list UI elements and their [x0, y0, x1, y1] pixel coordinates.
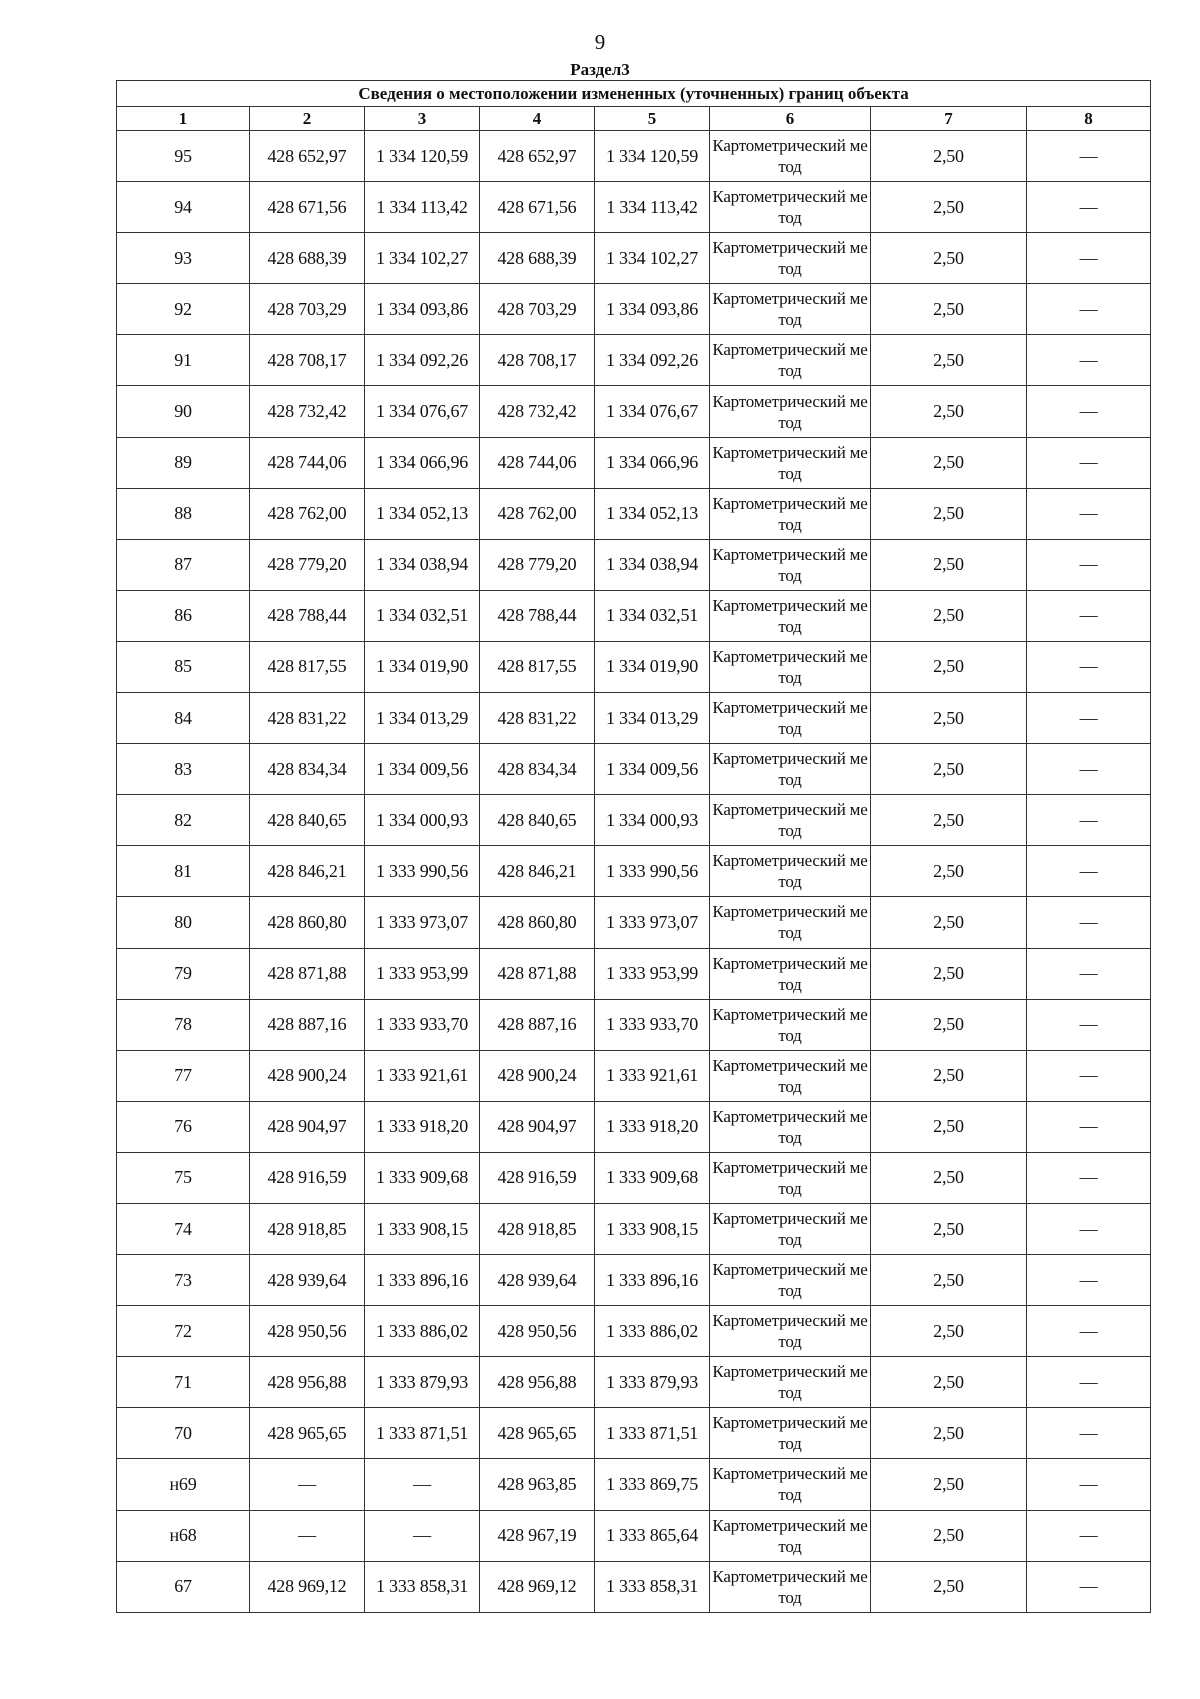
note-cell: — [1027, 744, 1151, 795]
table-row [117, 233, 1151, 284]
new-x-cell: 428 703,29 [480, 284, 595, 335]
old-x-cell: 428 688,39 [250, 233, 365, 284]
table-row [117, 182, 1151, 233]
method-cell: Картометрический метод [710, 284, 871, 335]
old-y-cell: 1 334 032,51 [365, 590, 480, 641]
method-cell: Картометрический метод [710, 641, 871, 692]
table-row [117, 1408, 1151, 1459]
note-cell: — [1027, 284, 1151, 335]
new-y-cell: 1 333 908,15 [595, 1203, 710, 1254]
table-row [117, 1050, 1151, 1101]
method-cell: Картометрический метод [710, 1510, 871, 1561]
new-y-cell: 1 333 921,61 [595, 1050, 710, 1101]
old-y-cell: 1 334 052,13 [365, 488, 480, 539]
new-y-cell: 1 333 886,02 [595, 1306, 710, 1357]
new-x-cell: 428 918,85 [480, 1203, 595, 1254]
old-x-cell: 428 779,20 [250, 539, 365, 590]
table-row [117, 948, 1151, 999]
note-cell: — [1027, 641, 1151, 692]
method-cell: Картометрический метод [710, 437, 871, 488]
new-y-cell: 1 334 019,90 [595, 641, 710, 692]
point-id-cell: 80 [117, 897, 250, 948]
method-cell: Картометрический метод [710, 488, 871, 539]
new-x-cell: 428 732,42 [480, 386, 595, 437]
note-cell: — [1027, 1152, 1151, 1203]
table-row [117, 284, 1151, 335]
point-id-cell: 84 [117, 693, 250, 744]
point-id-cell: 74 [117, 1203, 250, 1254]
old-x-cell: 428 834,34 [250, 744, 365, 795]
column-number: 5 [595, 107, 710, 131]
new-x-cell: 428 871,88 [480, 948, 595, 999]
table-row [117, 1510, 1151, 1561]
table-row [117, 1561, 1151, 1612]
accuracy-cell: 2,50 [871, 182, 1027, 233]
method-cell: Картометрический метод [710, 948, 871, 999]
old-y-cell: — [365, 1510, 480, 1561]
column-number-row [117, 107, 1151, 131]
old-x-cell: 428 916,59 [250, 1152, 365, 1203]
note-cell: — [1027, 590, 1151, 641]
new-y-cell: 1 333 896,16 [595, 1255, 710, 1306]
new-y-cell: 1 333 933,70 [595, 999, 710, 1050]
column-number: 1 [117, 107, 250, 131]
accuracy-cell: 2,50 [871, 795, 1027, 846]
accuracy-cell: 2,50 [871, 1459, 1027, 1510]
new-y-cell: 1 334 009,56 [595, 744, 710, 795]
new-x-cell: 428 904,97 [480, 1101, 595, 1152]
table-row [117, 744, 1151, 795]
point-id-cell: 81 [117, 846, 250, 897]
point-id-cell: 67 [117, 1561, 250, 1612]
old-y-cell: 1 333 908,15 [365, 1203, 480, 1254]
table-row [117, 693, 1151, 744]
new-y-cell: 1 333 871,51 [595, 1408, 710, 1459]
table-row [117, 1152, 1151, 1203]
accuracy-cell: 2,50 [871, 233, 1027, 284]
table-row [117, 1459, 1151, 1510]
table-row [117, 641, 1151, 692]
note-cell: — [1027, 795, 1151, 846]
accuracy-cell: 2,50 [871, 386, 1027, 437]
old-y-cell: 1 333 933,70 [365, 999, 480, 1050]
new-x-cell: 428 963,85 [480, 1459, 595, 1510]
new-x-cell: 428 965,65 [480, 1408, 595, 1459]
accuracy-cell: 2,50 [871, 1152, 1027, 1203]
point-id-cell: 75 [117, 1152, 250, 1203]
table-row [117, 386, 1151, 437]
table-row [117, 1203, 1151, 1254]
new-x-cell: 428 762,00 [480, 488, 595, 539]
new-y-cell: 1 334 052,13 [595, 488, 710, 539]
new-x-cell: 428 688,39 [480, 233, 595, 284]
note-cell: — [1027, 1561, 1151, 1612]
new-x-cell: 428 671,56 [480, 182, 595, 233]
method-cell: Картометрический метод [710, 693, 871, 744]
accuracy-cell: 2,50 [871, 1050, 1027, 1101]
column-number: 7 [871, 107, 1027, 131]
accuracy-cell: 2,50 [871, 846, 1027, 897]
old-y-cell: 1 333 879,93 [365, 1357, 480, 1408]
accuracy-cell: 2,50 [871, 335, 1027, 386]
method-cell: Картометрический метод [710, 1050, 871, 1101]
old-x-cell: 428 840,65 [250, 795, 365, 846]
new-x-cell: 428 950,56 [480, 1306, 595, 1357]
point-id-cell: 92 [117, 284, 250, 335]
new-x-cell: 428 831,22 [480, 693, 595, 744]
new-x-cell: 428 817,55 [480, 641, 595, 692]
old-x-cell: 428 846,21 [250, 846, 365, 897]
old-y-cell: 1 334 013,29 [365, 693, 480, 744]
note-cell: — [1027, 1510, 1151, 1561]
table-row [117, 437, 1151, 488]
old-x-cell: 428 969,12 [250, 1561, 365, 1612]
new-x-cell: 428 860,80 [480, 897, 595, 948]
table-row [117, 488, 1151, 539]
old-x-cell: — [250, 1459, 365, 1510]
old-y-cell: 1 334 102,27 [365, 233, 480, 284]
new-x-cell: 428 887,16 [480, 999, 595, 1050]
point-id-cell: 73 [117, 1255, 250, 1306]
accuracy-cell: 2,50 [871, 1357, 1027, 1408]
old-y-cell: 1 333 871,51 [365, 1408, 480, 1459]
point-id-cell: н68 [117, 1510, 250, 1561]
new-y-cell: 1 333 909,68 [595, 1152, 710, 1203]
accuracy-cell: 2,50 [871, 437, 1027, 488]
method-cell: Картометрический метод [710, 1203, 871, 1254]
note-cell: — [1027, 1101, 1151, 1152]
new-x-cell: 428 967,19 [480, 1510, 595, 1561]
old-x-cell: 428 956,88 [250, 1357, 365, 1408]
column-number: 2 [250, 107, 365, 131]
old-x-cell: 428 939,64 [250, 1255, 365, 1306]
new-y-cell: 1 334 093,86 [595, 284, 710, 335]
new-y-cell: 1 334 092,26 [595, 335, 710, 386]
column-number: 6 [710, 107, 871, 131]
table-row [117, 335, 1151, 386]
old-x-cell: — [250, 1510, 365, 1561]
accuracy-cell: 2,50 [871, 1255, 1027, 1306]
new-y-cell: 1 333 918,20 [595, 1101, 710, 1152]
point-id-cell: 85 [117, 641, 250, 692]
old-y-cell: 1 334 076,67 [365, 386, 480, 437]
method-cell: Картометрический метод [710, 1408, 871, 1459]
method-cell: Картометрический метод [710, 539, 871, 590]
old-x-cell: 428 732,42 [250, 386, 365, 437]
table-row [117, 539, 1151, 590]
old-x-cell: 428 900,24 [250, 1050, 365, 1101]
point-id-cell: 83 [117, 744, 250, 795]
accuracy-cell: 2,50 [871, 999, 1027, 1050]
new-y-cell: 1 334 000,93 [595, 795, 710, 846]
method-cell: Картометрический метод [710, 795, 871, 846]
table-row [117, 1101, 1151, 1152]
old-x-cell: 428 831,22 [250, 693, 365, 744]
table-row [117, 1306, 1151, 1357]
accuracy-cell: 2,50 [871, 1510, 1027, 1561]
new-y-cell: 1 333 865,64 [595, 1510, 710, 1561]
table-row [117, 590, 1151, 641]
new-y-cell: 1 334 013,29 [595, 693, 710, 744]
table-row [117, 846, 1151, 897]
note-cell: — [1027, 897, 1151, 948]
new-y-cell: 1 333 879,93 [595, 1357, 710, 1408]
note-cell: — [1027, 1203, 1151, 1254]
note-cell: — [1027, 437, 1151, 488]
note-cell: — [1027, 1255, 1151, 1306]
new-x-cell: 428 916,59 [480, 1152, 595, 1203]
accuracy-cell: 2,50 [871, 539, 1027, 590]
old-y-cell: 1 333 990,56 [365, 846, 480, 897]
old-y-cell: 1 333 973,07 [365, 897, 480, 948]
old-x-cell: 428 762,00 [250, 488, 365, 539]
old-x-cell: 428 703,29 [250, 284, 365, 335]
old-y-cell: 1 334 066,96 [365, 437, 480, 488]
table-row [117, 897, 1151, 948]
note-cell: — [1027, 233, 1151, 284]
accuracy-cell: 2,50 [871, 744, 1027, 795]
old-y-cell: 1 333 886,02 [365, 1306, 480, 1357]
old-x-cell: 428 950,56 [250, 1306, 365, 1357]
accuracy-cell: 2,50 [871, 693, 1027, 744]
table-row [117, 131, 1151, 182]
note-cell: — [1027, 131, 1151, 182]
method-cell: Картометрический метод [710, 335, 871, 386]
new-x-cell: 428 900,24 [480, 1050, 595, 1101]
new-x-cell: 428 969,12 [480, 1561, 595, 1612]
old-x-cell: 428 817,55 [250, 641, 365, 692]
boundary-coordinates-table [116, 80, 1151, 1613]
point-id-cell: 79 [117, 948, 250, 999]
old-y-cell: 1 334 009,56 [365, 744, 480, 795]
accuracy-cell: 2,50 [871, 1203, 1027, 1254]
table-row [117, 1255, 1151, 1306]
old-y-cell: 1 334 113,42 [365, 182, 480, 233]
new-y-cell: 1 334 038,94 [595, 539, 710, 590]
point-id-cell: 86 [117, 590, 250, 641]
point-id-cell: 82 [117, 795, 250, 846]
note-cell: — [1027, 539, 1151, 590]
new-y-cell: 1 333 858,31 [595, 1561, 710, 1612]
new-x-cell: 428 939,64 [480, 1255, 595, 1306]
point-id-cell: 78 [117, 999, 250, 1050]
note-cell: — [1027, 999, 1151, 1050]
note-cell: — [1027, 846, 1151, 897]
old-y-cell: 1 334 120,59 [365, 131, 480, 182]
new-y-cell: 1 334 102,27 [595, 233, 710, 284]
note-cell: — [1027, 1050, 1151, 1101]
point-id-cell: 90 [117, 386, 250, 437]
new-x-cell: 428 652,97 [480, 131, 595, 182]
method-cell: Картометрический метод [710, 386, 871, 437]
old-x-cell: 428 860,80 [250, 897, 365, 948]
method-cell: Картометрический метод [710, 897, 871, 948]
new-y-cell: 1 334 120,59 [595, 131, 710, 182]
accuracy-cell: 2,50 [871, 1101, 1027, 1152]
point-id-cell: 95 [117, 131, 250, 182]
new-x-cell: 428 846,21 [480, 846, 595, 897]
note-cell: — [1027, 948, 1151, 999]
old-y-cell: 1 334 093,86 [365, 284, 480, 335]
new-x-cell: 428 779,20 [480, 539, 595, 590]
old-x-cell: 428 904,97 [250, 1101, 365, 1152]
old-x-cell: 428 708,17 [250, 335, 365, 386]
old-y-cell: 1 333 896,16 [365, 1255, 480, 1306]
new-y-cell: 1 333 953,99 [595, 948, 710, 999]
column-number: 3 [365, 107, 480, 131]
new-x-cell: 428 708,17 [480, 335, 595, 386]
method-cell: Картометрический метод [710, 744, 871, 795]
old-x-cell: 428 744,06 [250, 437, 365, 488]
accuracy-cell: 2,50 [871, 488, 1027, 539]
old-x-cell: 428 671,56 [250, 182, 365, 233]
note-cell: — [1027, 1459, 1151, 1510]
method-cell: Картометрический метод [710, 1357, 871, 1408]
method-cell: Картометрический метод [710, 999, 871, 1050]
new-x-cell: 428 788,44 [480, 590, 595, 641]
accuracy-cell: 2,50 [871, 131, 1027, 182]
new-y-cell: 1 333 869,75 [595, 1459, 710, 1510]
old-y-cell: 1 333 918,20 [365, 1101, 480, 1152]
method-cell: Картометрический метод [710, 131, 871, 182]
method-cell: Картометрический метод [710, 1561, 871, 1612]
note-cell: — [1027, 1357, 1151, 1408]
accuracy-cell: 2,50 [871, 1306, 1027, 1357]
old-x-cell: 428 918,85 [250, 1203, 365, 1254]
new-y-cell: 1 333 990,56 [595, 846, 710, 897]
new-x-cell: 428 744,06 [480, 437, 595, 488]
new-y-cell: 1 333 973,07 [595, 897, 710, 948]
accuracy-cell: 2,50 [871, 897, 1027, 948]
table-caption: Сведения о местоположении измененных (уточненных) границ объекта [117, 81, 1151, 107]
note-cell: — [1027, 386, 1151, 437]
old-y-cell: 1 334 092,26 [365, 335, 480, 386]
accuracy-cell: 2,50 [871, 590, 1027, 641]
column-number: 8 [1027, 107, 1151, 131]
old-y-cell: — [365, 1459, 480, 1510]
method-cell: Картометрический метод [710, 182, 871, 233]
point-id-cell: 91 [117, 335, 250, 386]
new-y-cell: 1 334 113,42 [595, 182, 710, 233]
old-x-cell: 428 965,65 [250, 1408, 365, 1459]
new-x-cell: 428 956,88 [480, 1357, 595, 1408]
method-cell: Картометрический метод [710, 1101, 871, 1152]
new-y-cell: 1 334 066,96 [595, 437, 710, 488]
column-number: 4 [480, 107, 595, 131]
old-y-cell: 1 333 921,61 [365, 1050, 480, 1101]
point-id-cell: 71 [117, 1357, 250, 1408]
note-cell: — [1027, 182, 1151, 233]
method-cell: Картометрический метод [710, 590, 871, 641]
method-cell: Картометрический метод [710, 233, 871, 284]
old-y-cell: 1 333 953,99 [365, 948, 480, 999]
old-x-cell: 428 788,44 [250, 590, 365, 641]
old-x-cell: 428 652,97 [250, 131, 365, 182]
method-cell: Картометрический метод [710, 1152, 871, 1203]
point-id-cell: 72 [117, 1306, 250, 1357]
point-id-cell: 87 [117, 539, 250, 590]
accuracy-cell: 2,50 [871, 1561, 1027, 1612]
note-cell: — [1027, 693, 1151, 744]
table-row [117, 999, 1151, 1050]
new-y-cell: 1 334 032,51 [595, 590, 710, 641]
new-x-cell: 428 834,34 [480, 744, 595, 795]
old-y-cell: 1 334 000,93 [365, 795, 480, 846]
point-id-cell: 88 [117, 488, 250, 539]
method-cell: Картометрический метод [710, 1255, 871, 1306]
table-row [117, 795, 1151, 846]
point-id-cell: 89 [117, 437, 250, 488]
method-cell: Картометрический метод [710, 846, 871, 897]
point-id-cell: 70 [117, 1408, 250, 1459]
method-cell: Картометрический метод [710, 1306, 871, 1357]
page-number: 9 [594, 30, 606, 54]
accuracy-cell: 2,50 [871, 1408, 1027, 1459]
point-id-cell: 77 [117, 1050, 250, 1101]
point-id-cell: 76 [117, 1101, 250, 1152]
accuracy-cell: 2,50 [871, 948, 1027, 999]
old-y-cell: 1 333 858,31 [365, 1561, 480, 1612]
note-cell: — [1027, 335, 1151, 386]
old-x-cell: 428 887,16 [250, 999, 365, 1050]
method-cell: Картометрический метод [710, 1459, 871, 1510]
point-id-cell: 94 [117, 182, 250, 233]
point-id-cell: 93 [117, 233, 250, 284]
old-y-cell: 1 334 019,90 [365, 641, 480, 692]
accuracy-cell: 2,50 [871, 284, 1027, 335]
old-y-cell: 1 333 909,68 [365, 1152, 480, 1203]
table-row [117, 1357, 1151, 1408]
note-cell: — [1027, 488, 1151, 539]
note-cell: — [1027, 1408, 1151, 1459]
section-title: Раздел3 [570, 60, 630, 79]
accuracy-cell: 2,50 [871, 641, 1027, 692]
new-x-cell: 428 840,65 [480, 795, 595, 846]
new-y-cell: 1 334 076,67 [595, 386, 710, 437]
point-id-cell: н69 [117, 1459, 250, 1510]
note-cell: — [1027, 1306, 1151, 1357]
old-y-cell: 1 334 038,94 [365, 539, 480, 590]
old-x-cell: 428 871,88 [250, 948, 365, 999]
